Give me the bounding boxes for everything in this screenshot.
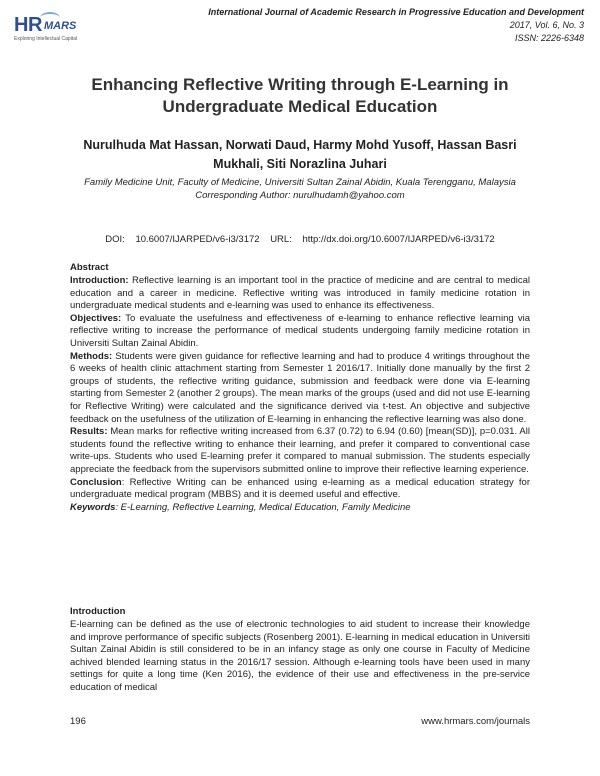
volume-line: 2017, Vol. 6, No. 3 (509, 20, 584, 30)
doi-line (0, 234, 600, 245)
url-label: URL: (270, 234, 292, 245)
conclusion-label: Conclusion (70, 476, 122, 488)
introduction-body: E-learning can be defined as the use of electronic technologies to aid student to increase their knowledge and improve performance of specific subjects (Rosenberg 2001). E-learning in medical education in Universiti Sultan Zainal Abidin is still considered to be in an infancy stage as only one course in Faculty of Medicine achived blended learning status in the 2016/17 session. Although e-learning tools have been used in many settings for quite a long time (Ken 2016), the evidence of their use and effectiveness in the pre-service education of medical (70, 619, 530, 693)
url-value[interactable]: http://dx.doi.org/10.6007/IJARPED/v6-i3/3172 (302, 234, 495, 245)
author-list: Nurulhuda Mat Hassan, Norwati Daud, Harmy Mohd Yusoff, Hassan Basri Mukhali, Siti Norazlina Juhari (83, 138, 517, 171)
abstract-methods (70, 351, 530, 427)
journal-name: International Journal of Academic Research in Progressive Education and Development (208, 7, 584, 17)
hrmars-logo (14, 14, 94, 50)
conclusion-text: : Reflective Writing can be enhanced using e-learning as a medical education strategy for undergraduate medical program (MBBS) and it is deemed useful and effective. (70, 476, 530, 501)
footer-website[interactable]: www.hrmars.com/journals (421, 716, 530, 727)
abstract-heading: Abstract (70, 262, 109, 273)
abstract-keywords (70, 502, 530, 515)
corresponding-author: Corresponding Author: nurulhudamh@yahoo.com (195, 190, 405, 201)
abstract-conclusion (70, 477, 530, 502)
results-label: Results: (70, 426, 108, 438)
logo-tagline: Exploring Intellectual Capital (14, 36, 78, 42)
abstract-body (70, 275, 530, 514)
abstract-introduction (70, 275, 530, 313)
results-text: Mean marks for reflective writing increased from 6.37 (0.72) to 6.94 (0.60) [mean(SD)], p=0.031. All students found the reflective writing to enhance their learning, and prefer it compared to conventional case write-ups. Students who used E-learning prefer it compared to manual submission. The students especially appreciate the feedback from the supervisors submitted online to improve their reflective learning experience. (70, 426, 530, 475)
methods-label: Methods: (70, 350, 113, 362)
doi-value[interactable]: 10.6007/IJARPED/v6-i3/3172 (135, 234, 260, 245)
abstract-objectives (70, 313, 530, 351)
page-number: 196 (70, 716, 86, 727)
keywords-text: : E-Learning, Reflective Learning, Medical Education, Family Medicine (115, 501, 411, 513)
introduction-label: Introduction: (70, 275, 129, 286)
doi-label: DOI: (105, 234, 125, 245)
introduction-heading: Introduction (70, 606, 126, 617)
affiliation-block (60, 176, 540, 202)
affiliation: Family Medicine Unit, Faculty of Medicine, Universiti Sultan Zainal Abidin, Kuala Terengganu, Malaysia (84, 177, 516, 188)
logo-mars-text: MARS (44, 20, 77, 32)
logo-hr-text: HR (14, 14, 42, 36)
journal-info (208, 6, 584, 45)
methods-text: Students were given guidance for reflective learning and had to produce 4 writings throughout the 6 weeks of health clinic attachment starting from Semester 1 2016/17. Initially done manually by the first 2 groups of students, the reflective writing guidance, submission and feedback were done via E-learning starting from Semester 2 (another 2 groups). The mean marks of the groups (used and did not use E-learning for Reflective Writing) were calculated and the significance derived via t-test. An objective and subjective feedback on the usefulness of the utilization of E-learning in enhancing the reflective learning was also done. (70, 350, 530, 425)
abstract-results (70, 426, 530, 476)
objectives-label: Objectives: (70, 312, 122, 324)
objectives-text: To evaluate the usefulness and effectiveness of e-learning to enhance reflective learning via reflective writing to increase the performance of medical students undergoing family medicine rotation in Universiti Sultan Zainal Abidin. (70, 312, 530, 349)
issn: ISSN: 2226-6348 (514, 33, 584, 43)
introduction-text: Reflective learning is an important tool in the practice of medicine and are central to medical education and a career in medicine. Reflective writing was introduced in family medicine rotation in undergraduate medical students and e-learning was used to enhance its effectiveness. (70, 275, 530, 312)
keywords-label: Keywords (70, 501, 116, 513)
paper-title: Enhancing Reflective Writing through E-Learning in Undergraduate Medical Education (91, 75, 509, 116)
